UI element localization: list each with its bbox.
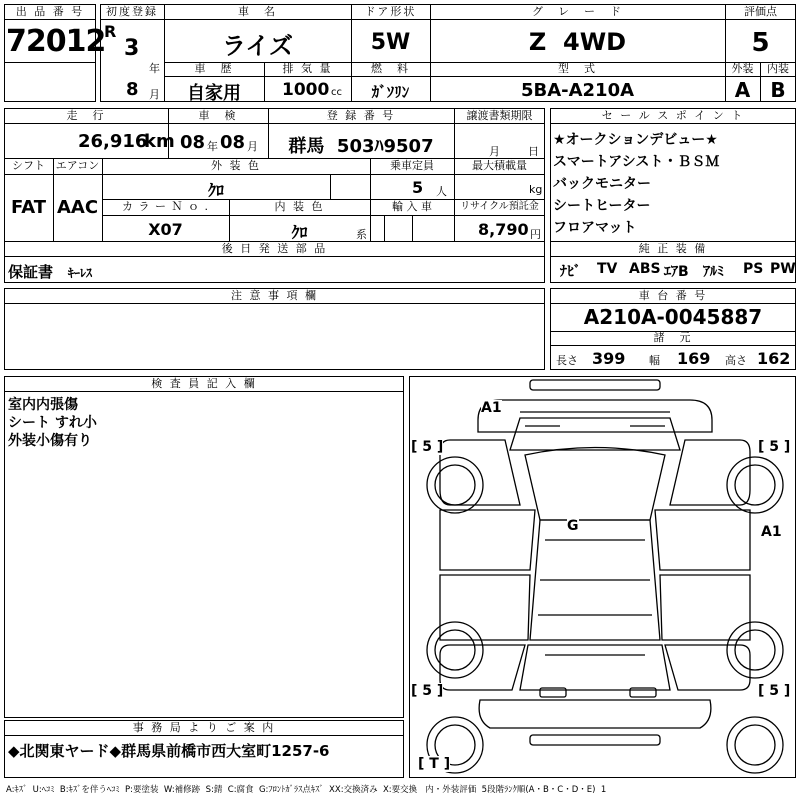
shift: FAT <box>10 197 47 218</box>
tire-tread-rr: [ 5 ] <box>758 683 791 699</box>
equipment-item: ﾅﾋﾞ <box>560 264 581 280</box>
car-name: ライズ <box>221 32 294 60</box>
grade-label: グ レ ー ド <box>532 5 623 18</box>
inspector-label: 検 査 員 記 入 欄 <box>151 377 257 390</box>
recycle-label: リサイクル預託金 <box>460 201 539 212</box>
mileage-unit: km <box>144 131 175 152</box>
capacity-label: 乗車定員 <box>390 159 434 172</box>
equipment-item: PW <box>770 261 796 277</box>
fuel-label: 燃 料 <box>371 62 410 75</box>
chassis-label: 車 台 番 号 <box>638 289 708 302</box>
legend: A:ｷｽﾞ U:ﾍｺﾐ B:ｷｽﾞを伴うﾍｺﾐ P:要塗装 W:補修跡 S:錆 C:腐食 G:ﾌﾛﾝﾄｶﾞﾗｽ点ｷｽﾞ XX:交換済み X:要交換 内・外装評価 5段階ﾗﾝｸ順(A・B・C・D・E) 1 <box>6 785 607 795</box>
lot-number: 72012 <box>6 24 106 59</box>
inspector-line: 外装小傷有り <box>8 433 92 449</box>
inspection-month: 08 <box>220 132 246 153</box>
sales-points-label: セ ー ル ス ポ イ ン ト <box>601 109 745 122</box>
parts-label: 後 日 発 送 部 品 <box>221 242 328 255</box>
import-label: 輸 入 車 <box>392 200 432 213</box>
office-label: 事 務 局 よ り ご 案 内 <box>132 721 276 734</box>
int-color-unit: 系 <box>356 228 367 241</box>
door-label: ドア形状 <box>364 5 417 18</box>
length-label: 長さ <box>556 354 578 367</box>
specs-label: 諸 元 <box>653 331 693 344</box>
sales-point-item: ★オークションデビュー★ <box>553 132 718 148</box>
height-label: 高さ <box>725 354 747 367</box>
mileage: 26,916 <box>78 131 148 152</box>
chassis-number: A210A-0045887 <box>583 305 763 329</box>
max-load-unit: kg <box>529 183 543 196</box>
displacement-label: 排 気 量 <box>282 62 333 75</box>
width: 169 <box>677 349 711 368</box>
sales-point-item: シートヒーター <box>553 198 651 214</box>
mileage-label: 走 行 <box>66 109 106 122</box>
damage-mark-glass: G <box>567 518 579 534</box>
inspection-year-unit: 年 <box>207 140 218 153</box>
grade: Z 4WD <box>528 28 627 56</box>
score-label: 評価点 <box>744 5 777 18</box>
door: 5W <box>370 30 411 55</box>
history-label: 車 歴 <box>194 62 234 75</box>
office-text: ◆北関東ヤード◆群馬県前橋市西大室町1257-6 <box>8 742 330 760</box>
length: 399 <box>592 349 626 368</box>
tire-tread-rl: [ 5 ] <box>411 683 444 699</box>
height: 162 <box>757 349 791 368</box>
displacement-unit: cc <box>331 87 342 98</box>
int-color-label: 内 装 色 <box>274 200 325 213</box>
plate: 群馬 503ﾊ9507 <box>288 136 434 157</box>
sales-point-item: バックモニター <box>553 176 651 192</box>
capacity: 5 <box>412 178 424 197</box>
recycle-unit: 円 <box>530 228 541 241</box>
ac: AAC <box>56 197 99 218</box>
sales-point-item: スマートアシスト・ＢＳＭ <box>553 154 720 170</box>
reg-year: 3 <box>124 36 140 61</box>
int-color: ｸﾛ <box>291 223 308 242</box>
parts-sub: ｷｰﾚｽ <box>68 266 93 280</box>
damage-mark-front: A1 <box>481 400 502 416</box>
lot-label: 出 品 番 号 <box>15 5 85 18</box>
score: 5 <box>751 28 770 58</box>
displacement: 1000 <box>282 80 330 100</box>
interior-grade: B <box>770 78 786 102</box>
era: R <box>104 22 117 41</box>
inspection-label: 車 検 <box>198 109 238 122</box>
exterior-label: 外装 <box>731 62 754 75</box>
spare-tire: [ T ] <box>418 756 451 772</box>
model: 5BA-A210A <box>520 80 635 101</box>
capacity-unit: 人 <box>436 185 447 198</box>
ac-label: エアコン <box>55 159 100 172</box>
recycle: 8,790 <box>478 220 529 239</box>
equipment-item: ｴｱB <box>664 264 689 280</box>
equipment-item: PS <box>743 261 764 277</box>
model-label: 型 式 <box>558 62 597 75</box>
interior-label: 内装 <box>767 62 789 75</box>
ext-color-label: 外 装 色 <box>211 159 261 172</box>
color-no-label: カ ラ ー Ｎ ｏ . <box>122 200 209 213</box>
first-reg-label: 初度登録 <box>106 5 158 18</box>
width-label: 幅 <box>649 354 660 367</box>
equipment-item: ｱﾙﾐ <box>703 264 724 280</box>
reg-month: 8 <box>126 79 139 100</box>
notes-label: 注 意 事 項 欄 <box>231 289 318 302</box>
equipment-item: TV <box>597 261 618 277</box>
parts-main: 保証書 <box>8 263 54 281</box>
month-unit: 月 <box>149 88 160 101</box>
sales-point-item: フロアマット <box>553 220 637 236</box>
ext-color: ｸﾛ <box>207 181 224 200</box>
max-load-label: 最大積載量 <box>472 159 527 172</box>
inspection-year: 08 <box>180 132 206 153</box>
inspector-line: 室内内張傷 <box>8 397 78 413</box>
shift-label: シフト <box>12 159 45 172</box>
equipment-label: 純 正 装 備 <box>638 242 708 255</box>
fuel: ｶﾞｿﾘﾝ <box>371 83 410 101</box>
transfer-month-unit: 月 <box>489 145 500 158</box>
color-no: X07 <box>148 220 183 239</box>
inspector-line: シート すれ小 <box>8 415 97 431</box>
tire-tread-fl: [ 5 ] <box>411 439 444 455</box>
history: 自家用 <box>187 83 241 104</box>
inspection-month-unit: 月 <box>247 140 258 153</box>
transfer-day-unit: 日 <box>528 145 539 158</box>
plate-label: 登 録 番 号 <box>326 109 396 122</box>
tire-tread-fr: [ 5 ] <box>758 439 791 455</box>
car-name-label: 車 名 <box>238 5 277 18</box>
equipment-item: ABS <box>629 261 661 277</box>
year-unit: 年 <box>149 62 160 75</box>
exterior-grade: A <box>734 78 751 102</box>
transfer-label: 譲渡書類期限 <box>466 109 533 122</box>
damage-mark-side: A1 <box>761 524 782 540</box>
